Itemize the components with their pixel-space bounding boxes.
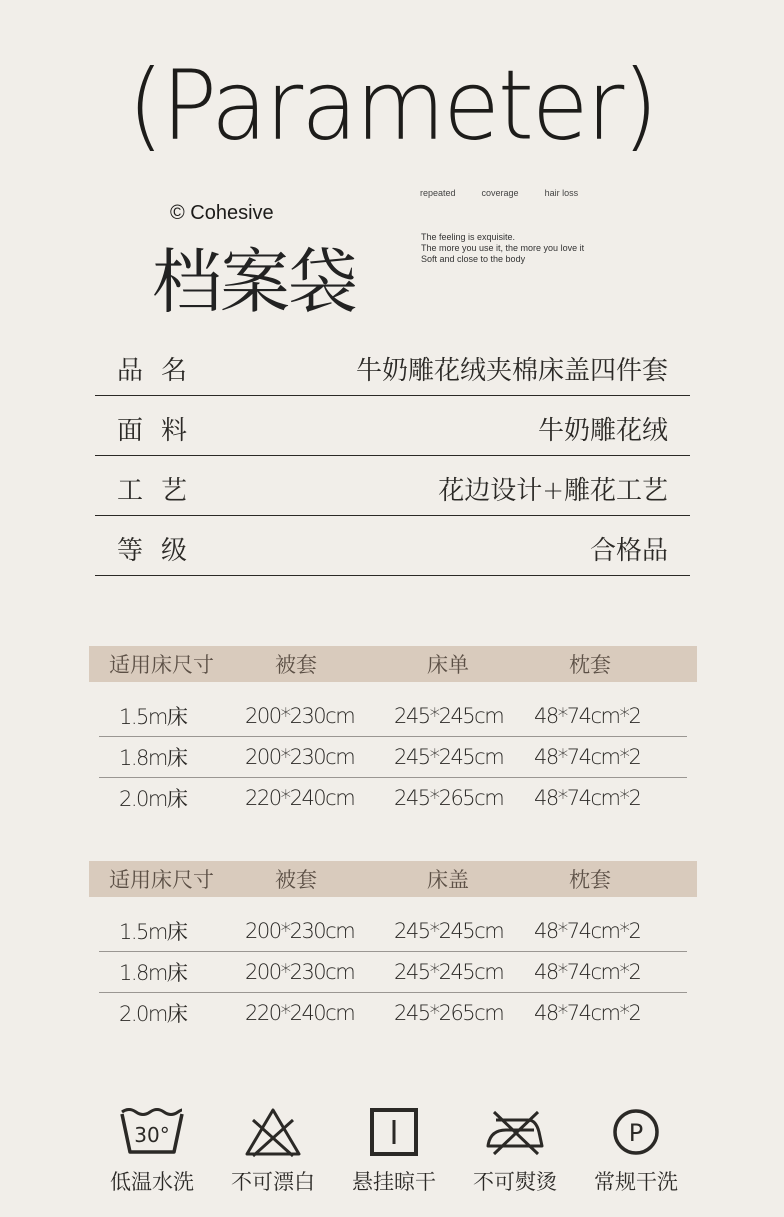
slogan-line: Soft and close to the body [421, 254, 526, 264]
wash-temperature: 30° [134, 1123, 170, 1147]
no-iron-icon [484, 1106, 546, 1158]
cell: 245*265cm [394, 1001, 504, 1025]
param-key: 面料 [117, 416, 206, 446]
header-cell: 被套 [275, 653, 317, 677]
care-item [213, 1106, 333, 1196]
dry-clean-icon [610, 1106, 662, 1158]
care-label: 不可熨烫 [473, 1170, 557, 1194]
cell: 220*240cm [245, 786, 355, 810]
param-key: 品名 [117, 356, 206, 386]
param-row [95, 516, 690, 576]
cell: 245*245cm [394, 745, 504, 769]
chinese-title: 档案袋 [152, 241, 356, 323]
care-item [576, 1106, 696, 1196]
param-value: 牛奶雕花绒 [537, 416, 668, 446]
size-table-cover [89, 861, 697, 1033]
dry-clean-letter: P [628, 1119, 644, 1147]
cell: 200*230cm [245, 745, 355, 769]
tag: hair loss [544, 188, 579, 198]
header-cell: 床单 [427, 653, 469, 677]
cell: 48*74cm*2 [534, 745, 641, 769]
cell: 48*74cm*2 [534, 704, 641, 728]
cell: 48*74cm*2 [534, 1001, 641, 1025]
table-header [89, 861, 697, 897]
no-bleach-icon [243, 1106, 303, 1158]
param-key: 等级 [117, 536, 206, 566]
cell: 200*230cm [245, 960, 355, 984]
slogan-lines [421, 232, 584, 265]
table-header [89, 646, 697, 682]
parameter-list [95, 336, 690, 576]
care-label: 不可漂白 [231, 1170, 315, 1194]
tag: coverage [481, 188, 519, 198]
cell: 1.8m床 [119, 746, 187, 770]
slogan-line: The feeling is exquisite. [421, 232, 516, 242]
header-cell: 适用床尺寸 [109, 868, 214, 892]
care-item [455, 1106, 575, 1196]
table-row [99, 737, 687, 778]
header-cell: 被套 [275, 868, 317, 892]
cell: 1.8m床 [119, 961, 187, 985]
cell: 2.0m床 [119, 1002, 187, 1026]
cell: 245*245cm [394, 704, 504, 728]
cell: 1.5m床 [119, 920, 187, 944]
cell: 48*74cm*2 [534, 786, 641, 810]
header-cell: 枕套 [569, 653, 611, 677]
table-row [99, 911, 687, 952]
param-value: 花边设计+雕花工艺 [438, 476, 668, 506]
page-title: (Parameter) [127, 49, 657, 162]
param-row [95, 336, 690, 396]
table-row [99, 778, 687, 818]
cell: 220*240cm [245, 1001, 355, 1025]
brand-name: © Cohesive [170, 202, 274, 224]
cell: 200*230cm [245, 704, 355, 728]
cell: 200*230cm [245, 919, 355, 943]
table-row [99, 696, 687, 737]
cell: 245*265cm [394, 786, 504, 810]
care-label: 常规干洗 [594, 1170, 678, 1194]
size-table-sheet [89, 646, 697, 818]
param-value: 合格品 [589, 536, 668, 566]
table-row [99, 993, 687, 1033]
param-row [95, 396, 690, 456]
header-cell: 枕套 [569, 868, 611, 892]
table-row [99, 952, 687, 993]
care-label: 悬挂晾干 [352, 1170, 436, 1194]
hang-dry-icon [368, 1106, 420, 1158]
tag-list [420, 188, 578, 198]
cell: 48*74cm*2 [534, 919, 641, 943]
tag: repeated [420, 188, 456, 198]
param-value: 牛奶雕花绒夹棉床盖四件套 [355, 356, 668, 386]
cell: 1.5m床 [119, 705, 187, 729]
cell: 2.0m床 [119, 787, 187, 811]
header-cell: 床盖 [427, 868, 469, 892]
care-item [334, 1106, 454, 1196]
wash-30-icon [119, 1106, 185, 1158]
param-key: 工艺 [117, 476, 206, 506]
cell: 245*245cm [394, 960, 504, 984]
cell: 48*74cm*2 [534, 960, 641, 984]
slogan-line: The more you use it, the more you love it [421, 243, 585, 253]
care-label: 低温水洗 [110, 1170, 194, 1194]
care-item [92, 1106, 212, 1196]
cell: 245*245cm [394, 919, 504, 943]
param-row [95, 456, 690, 516]
header-cell: 适用床尺寸 [109, 653, 214, 677]
